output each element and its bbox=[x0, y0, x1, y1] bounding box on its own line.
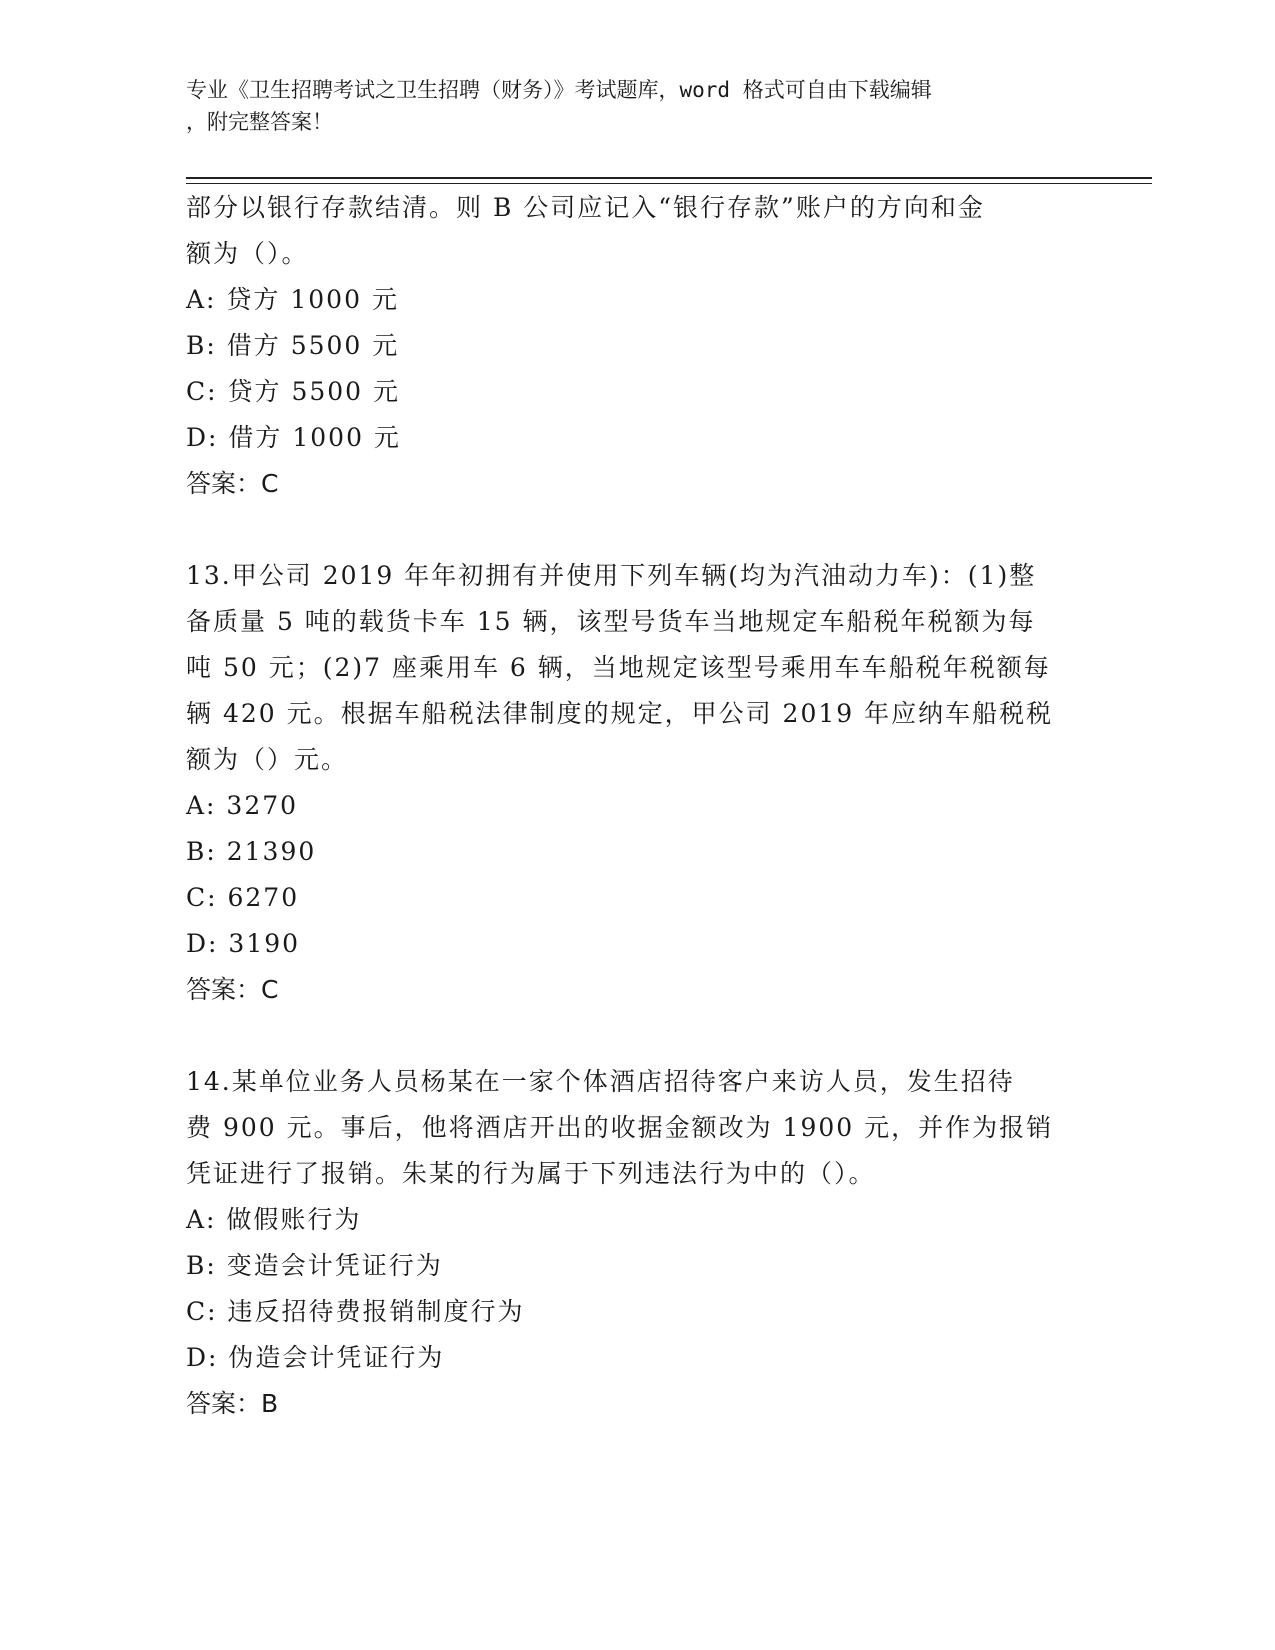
question-stem-line: 费 900 元。事后，他将酒店开出的收据金额改为 1900 元，并作为报销 bbox=[186, 1113, 1054, 1142]
document-header bbox=[186, 74, 1066, 138]
header-line-1: 专业《卫生招聘考试之卫生招聘（财务）》考试题库，word 格式可自由下载编辑 bbox=[186, 78, 932, 102]
question-stem-line: 吨 50 元；(2)7 座乘用车 6 辆，当地规定该型号乘用车车船税年税额每 bbox=[186, 653, 1051, 682]
header-line-2: ，附完整答案！ bbox=[186, 110, 333, 134]
question-stem-line: 辆 420 元。根据车船税法律制度的规定，甲公司 2019 年应纳车船税税 bbox=[186, 699, 1054, 728]
option-d: D: 借方 1000 元 bbox=[186, 423, 401, 452]
question-stem-line: 额为（）元。 bbox=[186, 745, 349, 774]
option-c: C: 6270 bbox=[186, 883, 300, 912]
option-b: B: 借方 5500 元 bbox=[186, 331, 400, 360]
option-b: B: 21390 bbox=[186, 837, 317, 866]
question-12 bbox=[186, 185, 1086, 507]
option-d: D: 3190 bbox=[186, 929, 301, 958]
option-a: A: 做假账行为 bbox=[186, 1205, 362, 1234]
question-13 bbox=[186, 553, 1086, 1013]
answer-line: 答案：C bbox=[186, 469, 279, 498]
option-a: A: 3270 bbox=[186, 791, 299, 820]
option-c: C: 违反招待费报销制度行为 bbox=[186, 1297, 525, 1326]
question-14 bbox=[186, 1059, 1086, 1427]
answer-line: 答案：C bbox=[186, 975, 279, 1004]
question-stem-line: 13.甲公司 2019 年年初拥有并使用下列车辆(均为汽油动力车)：(1)整 bbox=[186, 561, 1037, 590]
option-b: B: 变造会计凭证行为 bbox=[186, 1251, 443, 1280]
option-a: A: 贷方 1000 元 bbox=[186, 285, 399, 314]
question-stem-line: 额为（）。 bbox=[186, 239, 309, 268]
header-rule-thin bbox=[186, 183, 1152, 184]
option-d: D: 伪造会计凭证行为 bbox=[186, 1343, 445, 1372]
answer-line: 答案：B bbox=[186, 1389, 279, 1418]
question-stem-line: 部分以银行存款结清。则 B 公司应记入“银行存款”账户的方向和金 bbox=[186, 193, 985, 222]
option-c: C: 贷方 5500 元 bbox=[186, 377, 401, 406]
question-stem-line: 14.某单位业务人员杨某在一家个体酒店招待客户来访人员，发生招待 bbox=[186, 1067, 1015, 1096]
question-stem-line: 备质量 5 吨的载货卡车 15 辆，该型号货车当地规定车船税年税额为每 bbox=[186, 607, 1036, 636]
question-stem-line: 凭证进行了报销。朱某的行为属于下列违法行为中的（）。 bbox=[186, 1159, 876, 1188]
header-rule-thick bbox=[186, 177, 1152, 179]
document-body bbox=[186, 185, 1086, 1427]
